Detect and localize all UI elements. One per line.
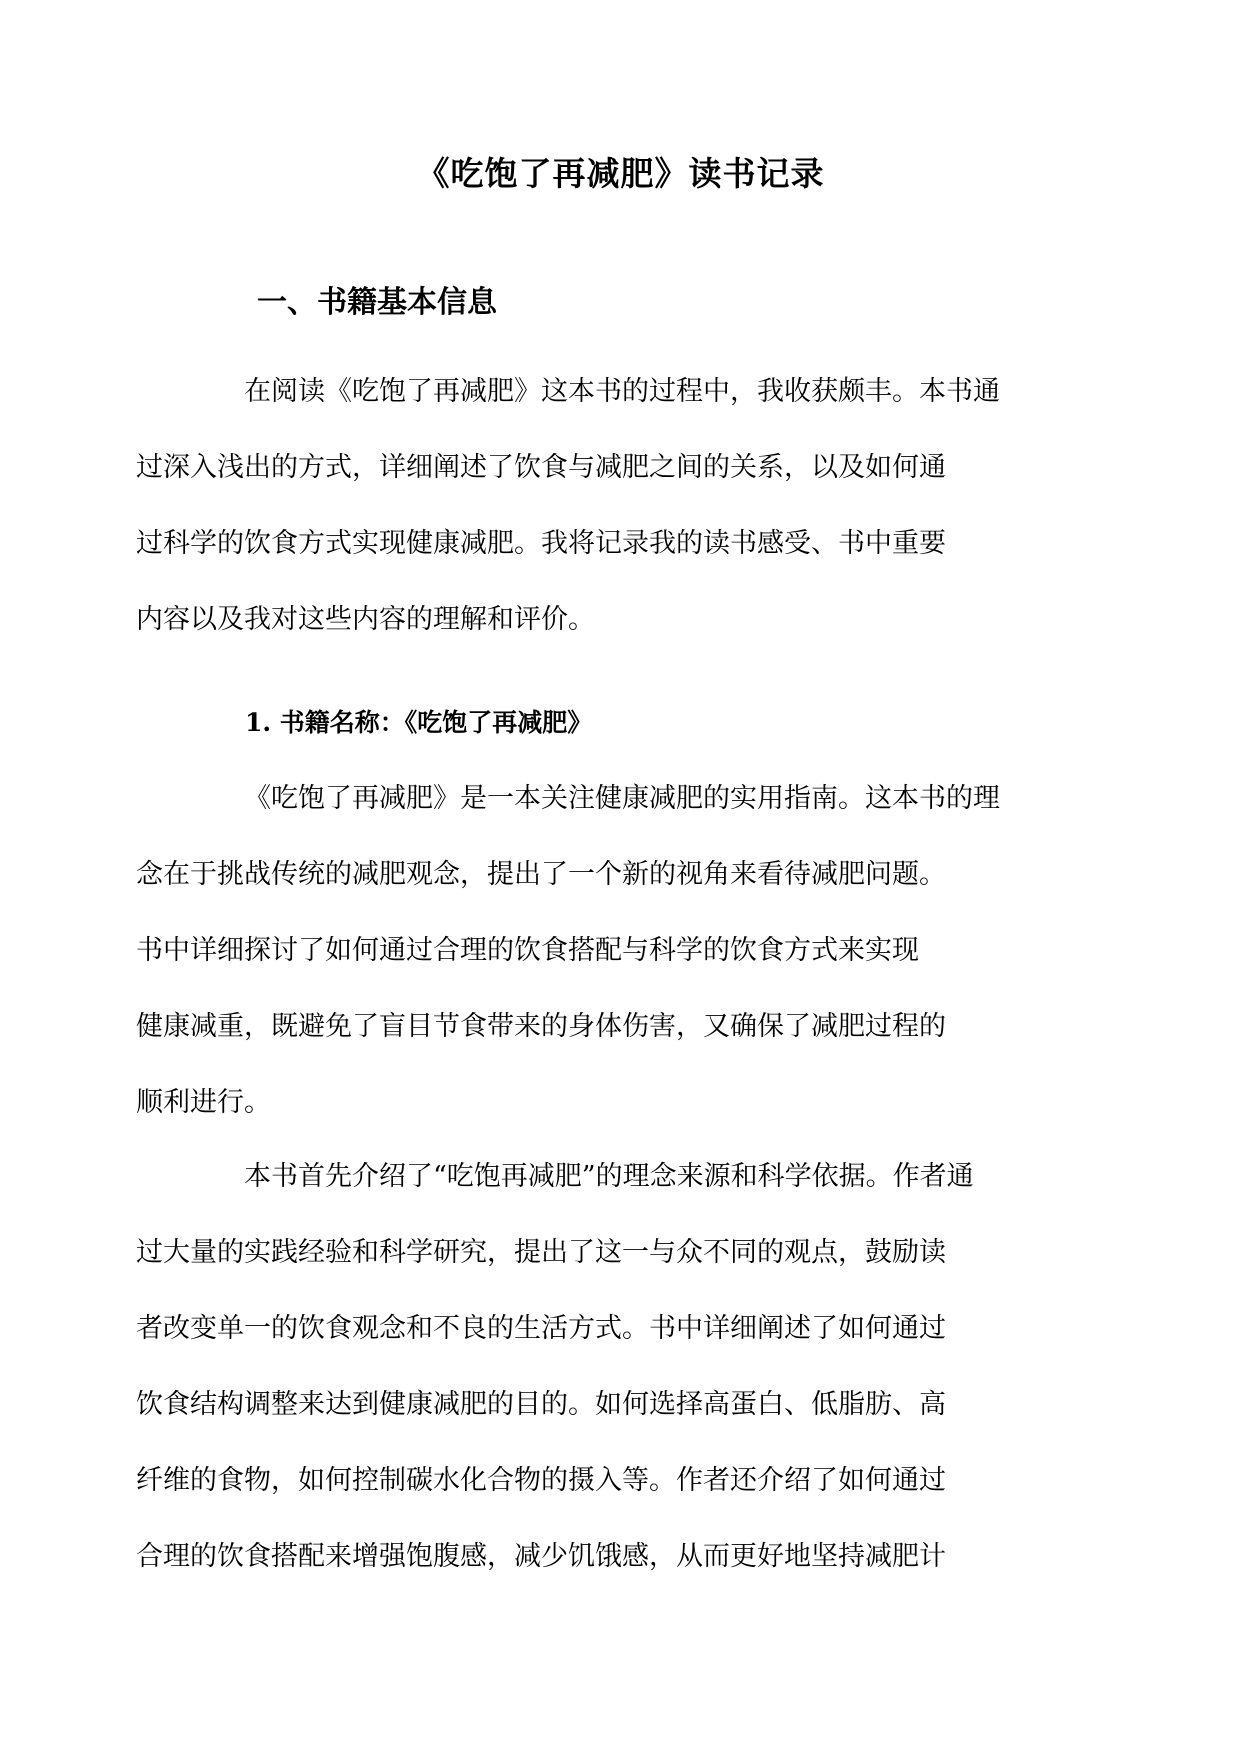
- paragraph-line: 《吃饱了再减肥》是一本关注健康减肥的实用指南。这本书的理: [244, 783, 1000, 814]
- paragraph-line: 过深入浅出的方式，详细阐述了饮食与减肥之间的关系，以及如何通: [136, 452, 946, 483]
- subheading-book-name: 1. 书籍名称：《吃饱了再减肥》: [245, 708, 593, 737]
- paragraph-line: 合理的饮食搭配来增强饱腹感，减少饥饿感，从而更好地坚持减肥计: [136, 1541, 946, 1572]
- book-summary-paragraph: [136, 761, 1060, 1141]
- paragraph-line: 健康减重，既避免了盲目节食带来的身体伤害，又确保了减肥过程的: [136, 1011, 946, 1042]
- paragraph-line: 顺利进行。: [136, 1087, 271, 1118]
- paragraph-line: 念在于挑战传统的减肥观念，提出了一个新的视角来看待减肥问题。: [136, 859, 946, 890]
- paragraph-line: 内容以及我对这些内容的理解和评价。: [136, 604, 595, 635]
- paragraph-line: 饮食结构调整来达到健康减肥的目的。如何选择高蛋白、低脂肪、高: [136, 1389, 946, 1420]
- paragraph-line: 本书首先介绍了“吃饱再减肥”的理念来源和科学依据。作者通: [244, 1161, 974, 1192]
- paragraph-line: 纤维的食物，如何控制碳水化合物的摄入等。作者还介绍了如何通过: [136, 1465, 946, 1496]
- paragraph-line: 书中详细探讨了如何通过合理的饮食搭配与科学的饮食方式来实现: [136, 935, 919, 966]
- document-title: 《吃饱了再减肥》读书记录: [416, 154, 825, 193]
- paragraph-line: 者改变单一的饮食观念和不良的生活方式。书中详细阐述了如何通过: [136, 1313, 946, 1344]
- intro-paragraph: [136, 354, 1060, 658]
- paragraph-line: 过大量的实践经验和科学研究，提出了这一与众不同的观点，鼓励读: [136, 1237, 946, 1268]
- paragraph-line: 在阅读《吃饱了再减肥》这本书的过程中，我收获颇丰。本书通: [244, 376, 1000, 407]
- paragraph-line: 过科学的饮食方式实现健康减肥。我将记录我的读书感受、书中重要: [136, 528, 946, 559]
- section-heading-basic-info: 一、书籍基本信息: [257, 285, 497, 320]
- book-detail-paragraph: [136, 1139, 1060, 1595]
